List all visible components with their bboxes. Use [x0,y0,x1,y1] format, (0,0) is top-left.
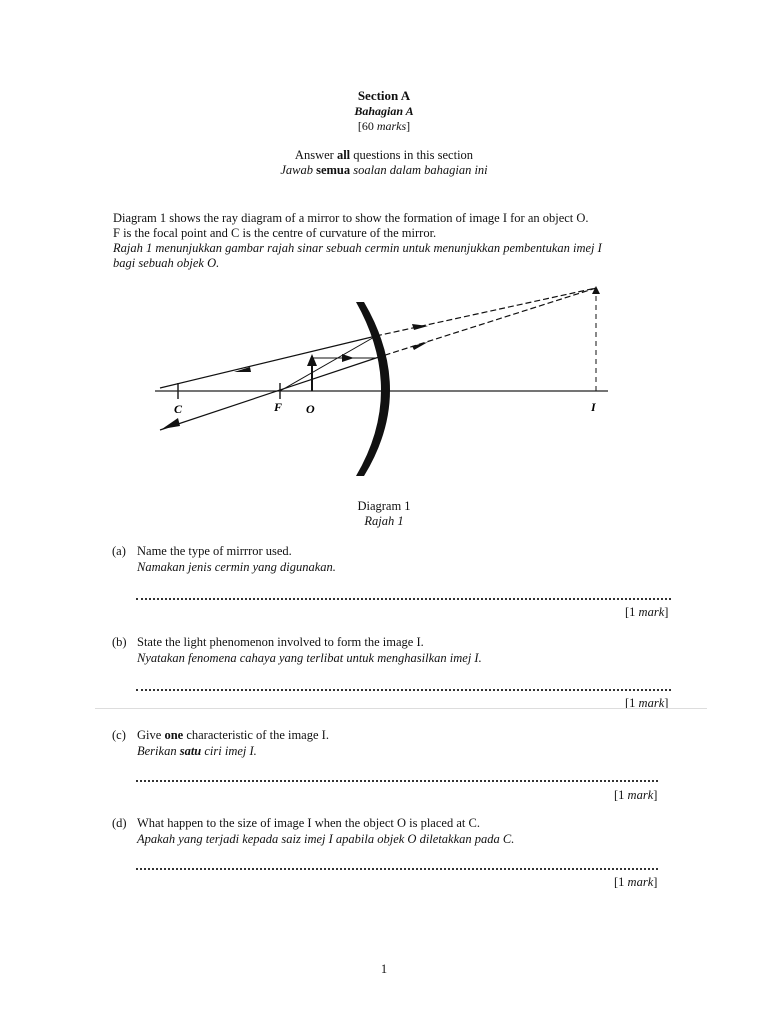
question-a-text-ms: Namakan jenis cermin yang digunakan. [137,560,336,574]
mark-c [614,788,657,803]
mark-a-close: ] [664,605,669,619]
section-title-ms: Bahagian A [354,104,414,118]
question-c-text-bold: one [164,728,184,742]
diagram-caption: Diagram 1 [357,499,411,513]
question-c [112,727,682,761]
ray-parallel-arrow [342,354,354,362]
instruction-bold: all [336,148,351,162]
question-c-label: (c) [112,728,126,742]
intro-paragraph [113,211,673,271]
mark-d-word: mark [627,875,654,889]
question-c-text-ms-bold: satu [179,744,202,758]
question-d [112,815,682,849]
question-c-text-post: characteristic of the image I. [183,728,329,742]
answer-line-b[interactable] [136,689,671,691]
label-o: O [306,402,315,416]
virtual-ray-1 [376,288,596,336]
question-a-text: Name the type of mirrror used. [137,544,292,558]
object-arrow-head [307,354,317,366]
question-c-text-pre: Give [137,728,165,742]
section-title: Section A [357,88,411,103]
mark-d-open: [1 [614,875,628,889]
question-b-label: (b) [112,635,127,649]
mark-b-open: [1 [625,696,639,710]
question-b-text-ms: Nyatakan fenomena cahaya yang terlibat untuk menghasilkan imej I. [137,651,482,665]
ray-through-f [280,336,376,391]
label-f: F [274,400,283,414]
intro-line-2: F is the focal point and C is the centre of curvature of the mirror. [113,226,437,240]
image-arrow-head [592,286,600,294]
intro-ms-line-2: bagi sebuah objek O. [113,256,220,270]
question-b-text: State the light phenomenon involved to form the image I. [137,635,424,649]
question-c-text-ms-pre: Berikan [137,744,180,758]
mark-a [625,605,668,620]
mark-c-open: [1 [614,788,628,802]
label-c: C [174,402,183,416]
question-d-text: What happen to the size of image I when the object O is placed at C. [137,816,480,830]
question-d-label: (d) [112,816,127,830]
question-c-text [137,727,329,743]
section-marks-open: [60 [357,119,377,133]
instruction-ms-bold: semua [316,163,351,177]
virtual-ray-2-arrow [412,342,428,350]
page-number: 1 [380,962,388,976]
page-divider [95,708,707,709]
intro-line-1: Diagram 1 shows the ray diagram of a mirror to show the formation of image I for an object O. [113,211,589,225]
mark-b-close: ] [664,696,669,710]
mark-d-close: ] [653,875,658,889]
reflected-ray-2 [160,336,376,388]
mark-c-word: mark [627,788,654,802]
intro-ms-line-1: Rajah 1 menunjukkan gambar rajah sinar sebuah cermin untuk menunjukkan pembentukan imej I [113,241,602,255]
question-a-label: (a) [112,544,126,558]
instruction-ms [0,163,768,178]
reflected-ray-1 [160,358,376,430]
ray-diagram [150,280,620,480]
instruction-post: questions in this section [350,148,474,162]
answer-line-c[interactable] [136,780,658,782]
question-c-text-ms [137,743,257,759]
instruction [0,148,768,163]
label-i: I [591,400,596,414]
answer-line-d[interactable] [136,868,658,870]
mark-b-word: mark [638,696,665,710]
question-d-text-ms: Apakah yang terjadi kepada saiz imej I apabila objek O diletakkan pada C. [137,832,515,846]
mark-d [614,875,657,890]
instruction-ms-post: soalan dalam bahagian ini [350,163,488,177]
instruction-ms-pre: Jawab [280,163,317,177]
instruction-pre: Answer [294,148,337,162]
mark-a-word: mark [638,605,665,619]
answer-line-a[interactable] [136,598,671,600]
reflected-ray-1-arrow [162,418,180,429]
diagram-caption-ms: Rajah 1 [364,514,404,528]
section-marks [0,119,768,134]
section-marks-word: marks [376,119,407,133]
question-b [112,634,682,668]
section-marks-close: ] [406,119,411,133]
mark-c-close: ] [653,788,658,802]
question-a [112,543,682,577]
mirror [356,302,390,476]
question-c-text-ms-post: ciri imej I. [201,744,257,758]
mark-a-open: [1 [625,605,639,619]
virtual-ray-2 [376,288,596,358]
